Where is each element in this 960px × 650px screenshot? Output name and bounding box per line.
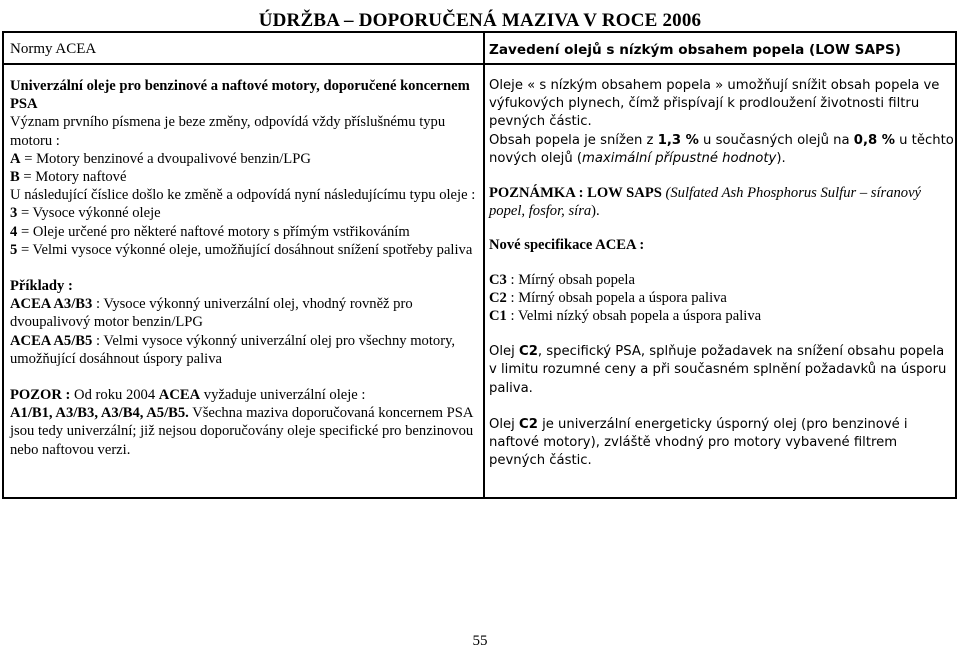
- left-column-header: Normy ACEA: [10, 41, 97, 57]
- oil-type-5: 5 = Velmi vysoce výkonné oleje, umožňující dosáhnout snížení spotřeby paliva: [10, 241, 473, 258]
- column-divider: [483, 33, 485, 497]
- oil-type-4: 4 = Oleje určené pro některé naftové motory s přímým vstřikováním: [10, 223, 410, 240]
- c2-psa-paragraph: Olej C2, specifický PSA, splňuje požadavek na snížení obsahu popela v limitu rozumné ceny a při současném splnění požadavků na úsporu paliva.: [489, 344, 947, 396]
- spec-c2: C2 : Mírný obsah popela a úspora paliva: [489, 289, 727, 306]
- examples-label: Příklady :: [10, 278, 73, 295]
- universal-oils-heading: Univerzální oleje pro benzinové a naftové motory, doporučené koncernem PSA: [10, 78, 470, 113]
- low-saps-column: [489, 77, 955, 470]
- engine-type-b: B = Motory naftové: [10, 169, 127, 186]
- engine-type-a: A = Motory benzinové a dvoupalivové benzin/LPG: [10, 150, 311, 167]
- low-saps-intro: Oleje « s nízkým obsahem popela » umožňují snížit obsah popela ve výfukových plynech, čímž přispívají k prodloužení životnosti filtru pevných částic.: [489, 78, 940, 130]
- ash-content-text: Obsah popela je snížen z 1,3 % u současných olejů na 0,8 % u těchto nových olejů (maximální přípustné hodnoty).: [489, 132, 954, 166]
- new-specs-heading: Nové specifikace ACEA :: [489, 237, 645, 254]
- recommendation-table: [2, 31, 957, 499]
- header-divider: [4, 63, 955, 65]
- page-title: ÚDRŽBA – DOPORUČENÁ MAZIVA V ROCE 2006: [258, 10, 702, 31]
- low-saps-note: POZNÁMKA : LOW SAPS (Sulfated Ash Phosphorus Sulfur – síranový popel, fosfor, síra).: [489, 185, 922, 220]
- example-a3b3: ACEA A3/B3 : Vysoce výkonný univerzální olej, vhodný rovněž pro dvoupalivový motor benzin/LPG: [10, 296, 413, 331]
- oil-type-3: 3 = Vysoce výkonné oleje: [10, 205, 161, 222]
- acea-standards-column: [10, 77, 480, 459]
- spec-c3: C3 : Mírný obsah popela: [489, 271, 635, 288]
- spec-c1: C1 : Velmi nízký obsah popela a úspora paliva: [489, 308, 762, 325]
- letter-meaning-text: Význam prvního písmena je beze změny, odpovídá vždy příslušnému typu motoru :: [10, 114, 446, 149]
- example-a5b5: ACEA A5/B5 : Velmi vysoce výkonný univerzální olej pro všechny motory, umožňující dosáhnout úspory paliva: [10, 332, 456, 367]
- pozor-note: POZOR : Od roku 2004 ACEA vyžaduje univerzální oleje : A1/B1, A3/B3, A3/B4, A5/B5. Všechna maziva doporučovaná koncernem PSA jsou tedy univerzální; již nejsou doporučovány oleje specifické pro benzinovou nebo naftovou verzi.: [10, 387, 474, 458]
- c2-universal-paragraph: Olej C2 je univerzální energeticky úsporný olej (pro benzinové i naftové motory), zvláště vhodný pro motory vybavené filtrem pevných částic.: [489, 416, 908, 469]
- digit-change-text: U následující číslice došlo ke změně a odpovídá nyní následujícímu typu oleje :: [10, 187, 476, 204]
- page-number: 55: [472, 633, 488, 649]
- right-column-header: Zavedení olejů s nízkým obsahem popela (LOW SAPS): [489, 42, 901, 58]
